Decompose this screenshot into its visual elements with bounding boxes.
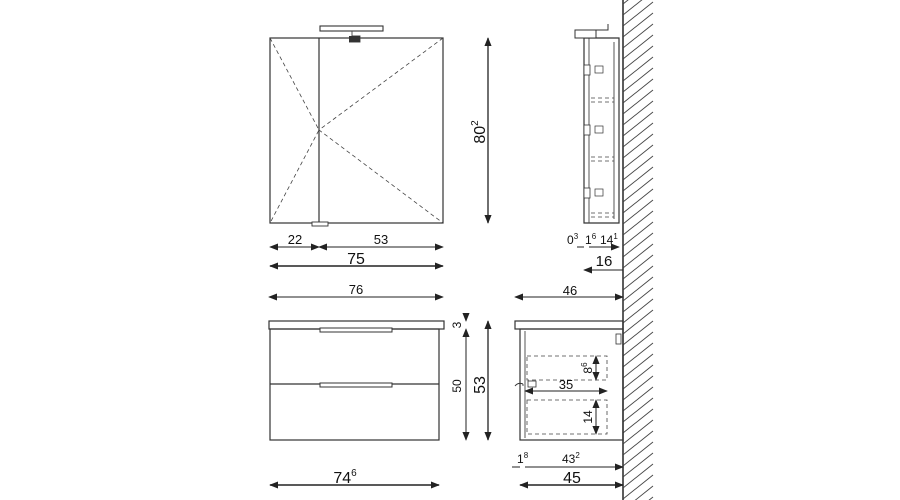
dim-label: 35 (558, 377, 574, 392)
svg-text:86: $8^6$ (580, 362, 595, 374)
dim-label: 76 (348, 282, 364, 297)
vanity-front (269, 321, 444, 440)
dim-label: 80 (472, 125, 489, 144)
dim-sup: 2 (470, 120, 481, 126)
wall-hatch (623, 0, 653, 500)
dim-label: 14 (581, 410, 595, 424)
dim-label: 53 (373, 232, 389, 247)
hinge-icon (595, 126, 603, 133)
svg-text:16: $1^6$ (585, 232, 597, 247)
dim-label: 45 (563, 470, 581, 487)
dim-label: 22 (287, 232, 303, 247)
dim-label: 3 (450, 321, 464, 329)
shelf-clip-icon (584, 125, 590, 135)
dim-label: 16 (595, 253, 613, 270)
shelf-clip-icon (584, 188, 590, 198)
dim-label: 46 (562, 283, 578, 298)
mirror-cabinet-front (270, 26, 443, 226)
svg-text:746: $74^6$ (333, 468, 357, 487)
mirror-height-dimension (470, 38, 489, 223)
shelf-clip-icon (584, 65, 590, 75)
dim-label: 53 (472, 376, 489, 394)
hinge-icon (595, 189, 603, 196)
hinge-icon (595, 66, 603, 73)
svg-text:03: $0^3$ (567, 232, 579, 247)
mirror-side-dimensions (567, 232, 623, 270)
handle-icon (320, 383, 392, 387)
svg-text:141: $14^1$ (600, 232, 618, 247)
dim-label: 50 (450, 379, 464, 393)
handle-icon (320, 328, 392, 332)
lamp-icon (320, 26, 383, 42)
mirror-cabinet-side (575, 24, 619, 223)
dim-label: 75 (347, 251, 365, 268)
svg-text:18: $1^8$ (517, 451, 529, 466)
svg-text:802 (470, 120, 489, 144)
svg-text:432: $43^2$ (562, 451, 580, 466)
mirror-width-dimensions (270, 232, 443, 268)
